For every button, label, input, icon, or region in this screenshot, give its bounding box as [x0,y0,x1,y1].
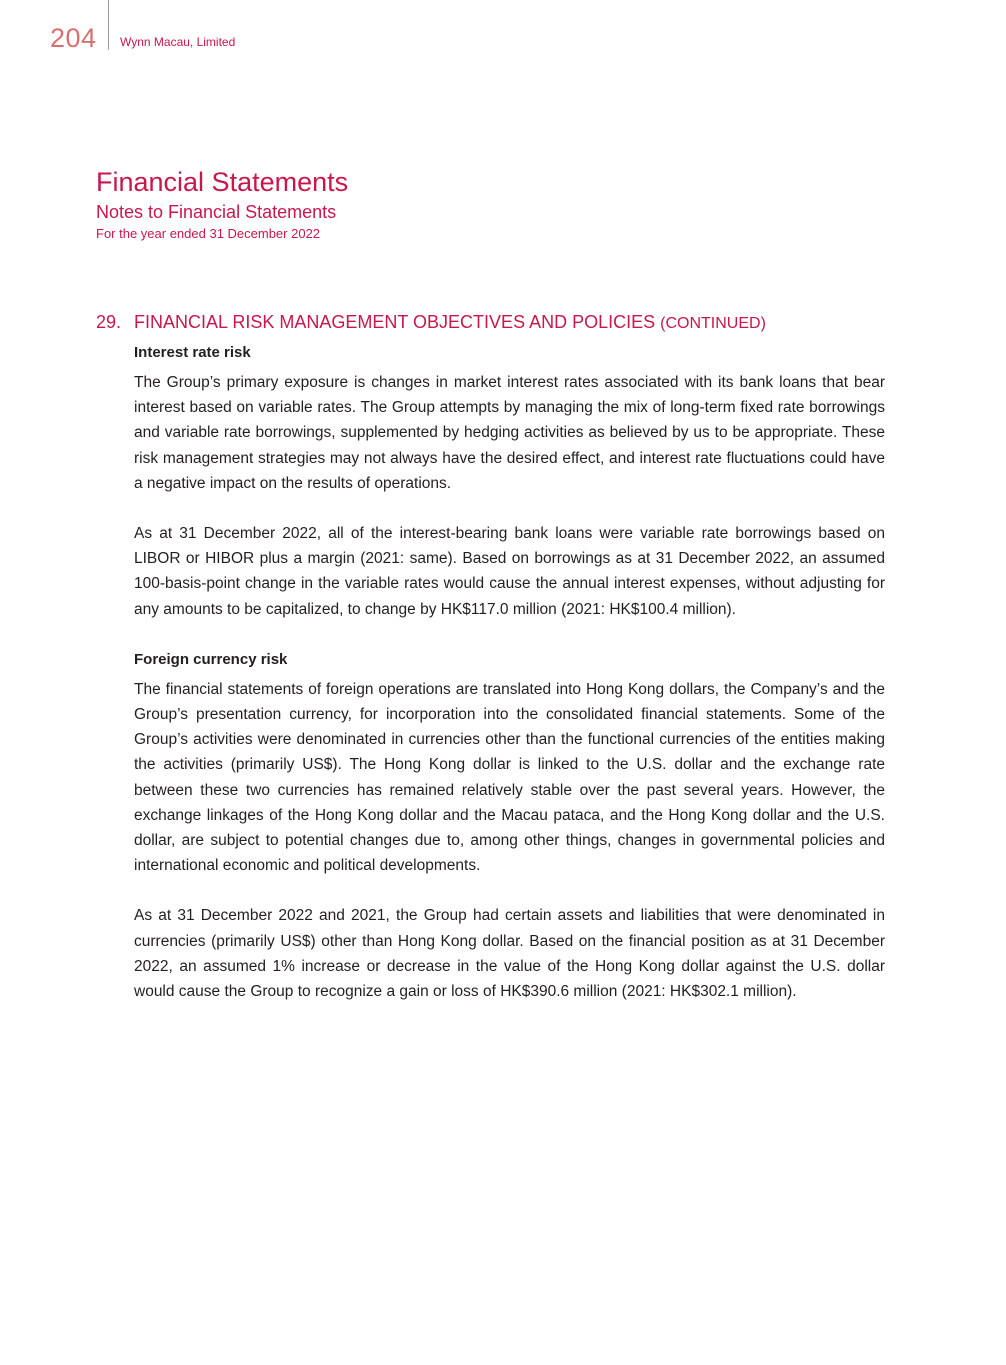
note-heading [96,310,766,336]
interest-rate-risk-paragraph-1: The Group’s primary exposure is changes in market interest rates associated with its bank loans that bear interest based on variable rates. The Group attempts by managing the mix of long-term fixed rate borrowings and variable rate borrowings, supplemented by hedging activities as believed by us to be appropriate. These risk management strategies may not always have the desired effect, and interest rate fluctuations could have a negative impact on the results of operations. [134,374,885,492]
interest-rate-risk-heading: Interest rate risk [134,344,251,361]
reporting-period: For the year ended 31 December 2022 [96,226,321,241]
foreign-currency-risk-heading: Foreign currency risk [134,650,288,668]
header-divider [108,0,109,50]
note-number: 29. [96,312,122,332]
company-name: Wynn Macau, Limited [120,35,236,49]
title-block [96,166,348,243]
page-number: 204 [50,23,97,53]
note-continued-label: (CONTINUED) [660,315,766,332]
note-content [134,340,885,1004]
foreign-currency-risk-paragraph-1: The financial statements of foreign operations are translated into Hong Kong dollars, the Company’s and the Group’s presentation currency, for incorporation into the consolidated financial statements. Some of the Group’s activities were denominated in currencies other than the functional currencies of the entities making the activities (primarily US$). The Hong Kong dollar is linked to the U.S. dollar and the exchange rate between these two currencies has remained relatively stable over the past several years. However, the exchange linkages of the Hong Kong dollar and the Macau pataca, and the Hong Kong dollar and the U.S. dollar, are subject to potential changes due to, among other things, changes in governmental policies and international economic and political developments. [134,680,885,875]
note-title: FINANCIAL RISK MANAGEMENT OBJECTIVES AND POLICIES [134,312,656,332]
page-title: Financial Statements [96,167,349,197]
interest-rate-risk-paragraph-2: As at 31 December 2022, all of the interest-bearing bank loans were variable rate borrowings based on LIBOR or HIBOR plus a margin (2021: same). Based on borrowings as at 31 December 2022, an assumed 100-basis-point change in the variable rates would cause the annual interest expenses, without adjusting for any amounts to be capitalized, to change by HK$117.0 million (2021: HK$100.4 million). [134,525,885,618]
page-subtitle: Notes to Financial Statements [96,202,337,222]
foreign-currency-risk-paragraph-2: As at 31 December 2022 and 2021, the Group had certain assets and liabilities that were denominated in currencies (primarily US$) other than Hong Kong dollar. Based on the financial position as at 31 December 2022, an assumed 1% increase or decrease in the value of the Hong Kong dollar against the U.S. dollar would cause the Group to recognize a gain or loss of HK$390.6 million (2021: HK$302.1 million). [134,907,885,1001]
